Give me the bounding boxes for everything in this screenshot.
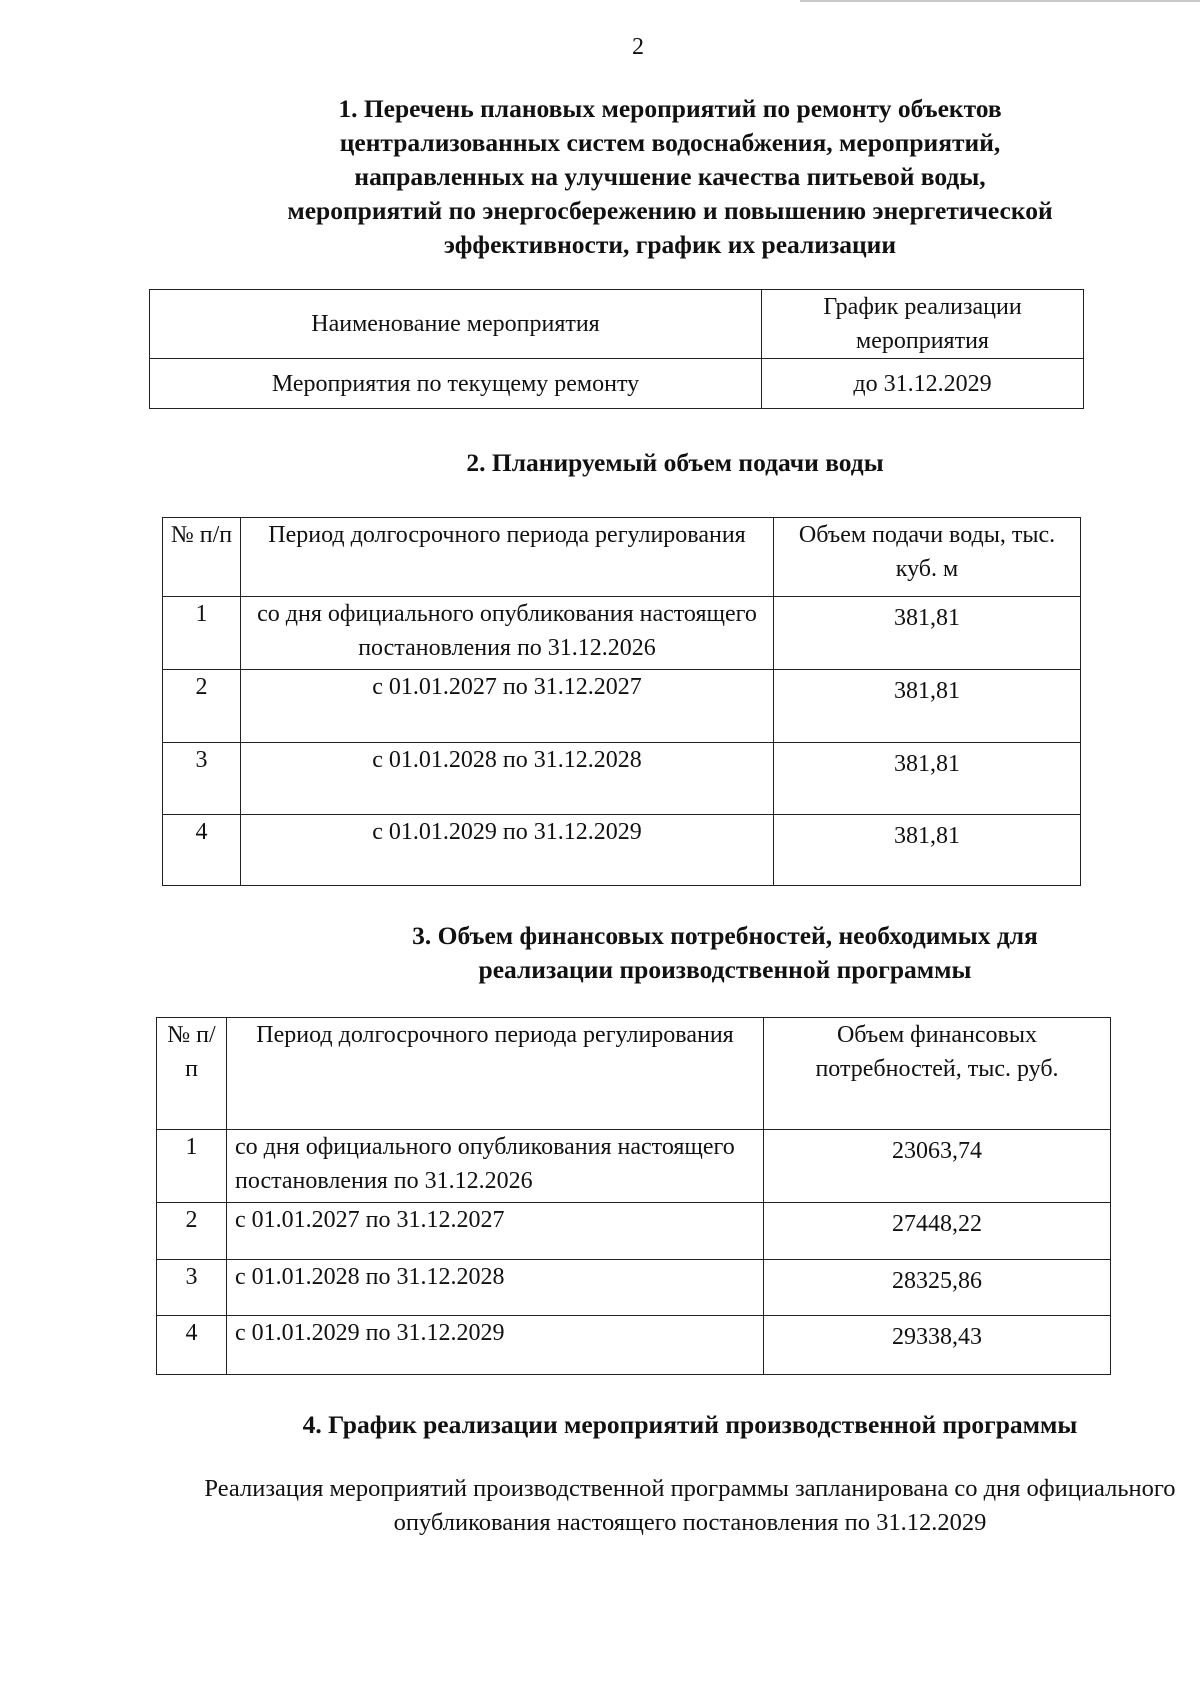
title-line: направленных на улучшение качества питьевой воды, (354, 162, 986, 191)
header-cell: Период долгосрочного периода регулирования (227, 1018, 764, 1130)
header-cell: № п/п (163, 518, 241, 597)
table-header-row (157, 1018, 1111, 1130)
header-cell: Наименование мероприятия (150, 290, 762, 359)
table-cell: с 01.01.2028 по 31.12.2028 (227, 1260, 764, 1316)
table-cell: 381,81 (774, 815, 1081, 886)
table-cell: 3 (157, 1260, 227, 1316)
table-row (157, 1316, 1111, 1375)
header-cell: Объем подачи воды, тыс. куб. м (774, 518, 1081, 597)
table-cell: Мероприятия по текущему ремонту (150, 359, 762, 409)
section1-title (150, 92, 1190, 262)
table-cell: 1 (157, 1130, 227, 1203)
water-supply-table (162, 517, 1081, 886)
table-cell: со дня официального опубликования настоящего постановления по 31.12.2026 (241, 597, 774, 670)
table-row (150, 359, 1084, 409)
table-cell: 4 (163, 815, 241, 886)
title-line: централизованных систем водоснабжения, мероприятий, (339, 128, 1001, 157)
activities-table (149, 289, 1084, 409)
table-cell: 4 (157, 1316, 227, 1375)
table-row (163, 670, 1081, 743)
table-cell: до 31.12.2029 (762, 359, 1084, 409)
financial-needs-table (156, 1017, 1111, 1375)
header-cell: График реализации мероприятия (762, 290, 1084, 359)
header-cell: Объем финансовых потребностей, тыс. руб. (764, 1018, 1111, 1130)
page-number: 2 (632, 34, 644, 60)
title-line: 3. Объем финансовых потребностей, необходимых для (412, 921, 1038, 950)
table-cell: 23063,74 (764, 1130, 1111, 1203)
table-cell: со дня официального опубликования настоящего постановления по 31.12.2026 (227, 1130, 764, 1203)
section2-title: 2. Планируемый объем подачи воды (466, 448, 884, 477)
table-cell: 381,81 (774, 743, 1081, 815)
title-line: 1. Перечень плановых мероприятий по ремонту объектов (338, 94, 1002, 123)
table-cell: 381,81 (774, 597, 1081, 670)
table-row (157, 1260, 1111, 1316)
table-header-row (163, 518, 1081, 597)
table-cell: 29338,43 (764, 1316, 1111, 1375)
table-cell: 1 (163, 597, 241, 670)
table-row (157, 1130, 1111, 1203)
title-line: мероприятий по энергосбережению и повышению энергетической (287, 196, 1053, 225)
table-row (157, 1203, 1111, 1260)
table-cell: 28325,86 (764, 1260, 1111, 1316)
table-header-row (150, 290, 1084, 359)
table-cell: с 01.01.2029 по 31.12.2029 (241, 815, 774, 886)
section3-title (200, 919, 1200, 987)
scan-edge-line (800, 0, 1200, 2)
table-cell: с 01.01.2027 по 31.12.2027 (227, 1203, 764, 1260)
section4-text: Реализация мероприятий производственной программы запланирована со дня официального опубликования настоящего постановления по 31.12.2029 (204, 1475, 1176, 1536)
table-cell: 2 (157, 1203, 227, 1260)
table-cell: с 01.01.2029 по 31.12.2029 (227, 1316, 764, 1375)
table-cell: с 01.01.2027 по 31.12.2027 (241, 670, 774, 743)
table-cell: 3 (163, 743, 241, 815)
table-row (163, 743, 1081, 815)
table-row (163, 815, 1081, 886)
title-line: эффективности, график их реализации (443, 230, 897, 259)
table-cell: 2 (163, 670, 241, 743)
header-cell: № п/п (157, 1018, 227, 1130)
table-cell: 381,81 (774, 670, 1081, 743)
table-cell: 27448,22 (764, 1203, 1111, 1260)
title-line: реализации производственной программы (478, 955, 972, 984)
section4-title: 4. График реализации мероприятий производственной программы (302, 1410, 1078, 1439)
table-row (163, 597, 1081, 670)
table-cell: с 01.01.2028 по 31.12.2028 (241, 743, 774, 815)
header-cell: Период долгосрочного периода регулирования (241, 518, 774, 597)
